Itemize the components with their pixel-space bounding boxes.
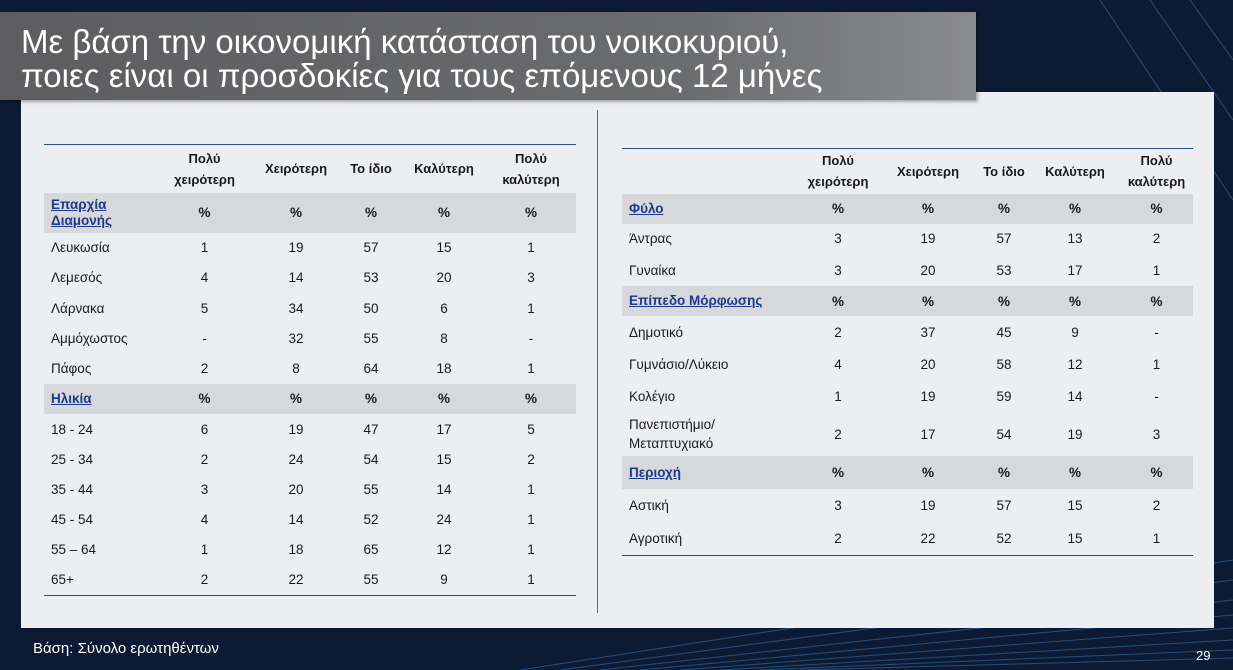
cell-value: 1 — [834, 388, 842, 404]
title-banner — [0, 12, 976, 100]
cell-value: 6 — [200, 421, 209, 437]
row-label: Πάφος — [51, 361, 92, 377]
cell-value: 9 — [1071, 324, 1079, 340]
cell-value: 13 — [1067, 231, 1083, 247]
cell-value: 15 — [1030, 522, 1120, 555]
percent-unit: % — [1120, 194, 1193, 224]
row-label: 25 - 34 — [51, 451, 94, 467]
cell-value: 19 — [288, 421, 304, 437]
cell-value: 55 — [340, 565, 402, 595]
cell-value: 2 — [798, 522, 878, 555]
cell-value: 54 — [363, 451, 379, 467]
row-label: Αγροτική — [622, 522, 798, 555]
cell-value: 8 — [292, 361, 300, 377]
cell-value: 8 — [440, 331, 448, 347]
cell-value: 1 — [200, 542, 209, 558]
cell-value: 3 — [200, 481, 209, 497]
header-blank — [44, 145, 157, 193]
section-title-text: Περιοχή — [629, 464, 682, 480]
cell-value: 37 — [920, 324, 936, 340]
cell-value: 4 — [200, 270, 209, 286]
cell-value: - — [202, 331, 207, 347]
column-header — [978, 149, 1030, 194]
section-row — [44, 384, 576, 414]
cell-value: 1 — [527, 481, 535, 497]
table-row — [622, 522, 1193, 555]
section-title — [622, 456, 798, 489]
cell-value: 4 — [200, 512, 209, 528]
percent-unit: % — [978, 286, 1030, 316]
percent-unit: % — [798, 286, 878, 316]
cell-value: 3 — [834, 262, 842, 278]
table-row — [622, 316, 1193, 348]
column-divider — [597, 110, 598, 613]
cell-value: 58 — [996, 356, 1012, 372]
cell-value: 9 — [402, 565, 486, 595]
percent-unit: % — [1030, 456, 1120, 489]
row-label-line: Μεταπτυχιακό — [629, 436, 714, 451]
percent-unit: % — [157, 384, 252, 414]
row-label: Αστική — [629, 498, 669, 513]
column-header-text: Πολύ — [188, 150, 221, 166]
column-header-text: καλύτερη — [502, 171, 560, 187]
row-label: Αμμόχωστος — [51, 331, 128, 347]
page-title-line-1: Με βάση την οικονομική κατάσταση του νοικοκυριού, — [21, 23, 789, 60]
percent-unit: % — [978, 194, 1030, 224]
cell-value: 15 — [436, 240, 452, 256]
cell-value: 65 — [363, 542, 379, 558]
cell-value: 17 — [436, 421, 452, 437]
section-title-text: Επίπεδο Μόρφωσης — [629, 293, 763, 308]
column-header-text: καλύτερη — [1127, 174, 1186, 190]
cell-value: 19 — [920, 231, 936, 247]
cell-value: 3 — [527, 270, 535, 286]
cell-value: 4 — [834, 356, 842, 372]
cell-value: 3 — [834, 498, 842, 513]
cell-value: 57 — [996, 498, 1012, 513]
table-row — [44, 414, 576, 444]
cell-value: 14 — [288, 270, 304, 286]
percent-unit: % — [486, 193, 576, 233]
cell-value: 22 — [878, 522, 978, 555]
cell-value: 2 — [1152, 498, 1161, 513]
percent-unit: % — [340, 193, 402, 233]
column-header — [252, 145, 340, 193]
percent-unit: % — [798, 194, 878, 224]
table-row — [622, 348, 1193, 380]
cell-value: 22 — [252, 565, 340, 595]
cell-value: 20 — [436, 270, 452, 286]
row-label — [622, 412, 798, 456]
percent-unit: % — [402, 384, 486, 414]
section-row — [44, 193, 576, 233]
cell-value: 2 — [834, 324, 842, 340]
cell-value: 20 — [288, 481, 304, 497]
cell-value: 3 — [834, 231, 842, 247]
cell-value: 2 — [200, 451, 209, 467]
cell-value: - — [528, 331, 534, 347]
cell-value: 17 — [1067, 262, 1083, 278]
row-label: 65+ — [44, 565, 157, 595]
cell-value: 2 — [200, 361, 209, 377]
left-results-table — [44, 144, 576, 596]
percent-unit: % — [878, 286, 978, 316]
cell-value: 5 — [527, 421, 535, 437]
column-header — [1120, 149, 1193, 194]
column-header-text: Χειρότερη — [896, 163, 960, 179]
table-row — [44, 505, 576, 535]
cell-value: 47 — [363, 421, 379, 437]
row-label-line: Πανεπιστήμιο/ — [629, 417, 715, 432]
column-header-text: Πολύ — [1140, 153, 1173, 169]
percent-unit: % — [798, 456, 878, 489]
table-row — [622, 224, 1193, 255]
cell-value: 54 — [996, 426, 1012, 442]
cell-value: 17 — [920, 426, 936, 442]
cell-value: 12 — [436, 542, 452, 558]
cell-value: 24 — [288, 451, 304, 467]
percent-unit: % — [1120, 456, 1193, 489]
section-title — [622, 286, 798, 316]
cell-value: 15 — [1067, 498, 1083, 513]
column-header-text: χειρότερη — [174, 171, 235, 187]
percent-unit: % — [252, 193, 340, 233]
page-number: 29 — [1196, 648, 1211, 663]
cell-value: 45 — [996, 324, 1012, 340]
section-row — [622, 456, 1193, 489]
section-row — [622, 286, 1193, 316]
cell-value: 64 — [363, 361, 379, 377]
percent-unit: % — [252, 384, 340, 414]
header-blank — [622, 149, 798, 194]
section-row — [622, 194, 1193, 224]
cell-value: 34 — [288, 300, 304, 316]
cell-value: 55 — [363, 331, 379, 347]
table-row — [622, 380, 1193, 412]
cell-value: 14 — [436, 481, 452, 497]
column-header — [340, 145, 402, 193]
column-header-text: Πολύ — [822, 153, 854, 169]
percent-unit: % — [1120, 286, 1193, 316]
section-title-text: Διαμονής — [51, 212, 113, 228]
row-label: Λευκωσία — [51, 240, 110, 256]
cell-value: 55 — [363, 481, 379, 497]
row-label: Γυναίκα — [629, 262, 676, 278]
table-row — [622, 254, 1193, 286]
row-label: Κολέγιο — [629, 388, 676, 404]
column-header-text: Το ίδιο — [350, 161, 392, 177]
cell-value: 32 — [288, 331, 304, 347]
cell-value: 52 — [978, 522, 1030, 555]
table-row — [622, 489, 1193, 522]
cell-value: 1 — [527, 361, 535, 377]
table-row — [622, 412, 1193, 456]
cell-value: 57 — [996, 231, 1012, 247]
table-row — [44, 263, 576, 293]
row-label: Λάρνακα — [51, 300, 105, 316]
cell-value: 19 — [920, 388, 936, 404]
table-row — [44, 293, 576, 323]
percent-unit: % — [978, 456, 1030, 489]
percent-unit: % — [157, 193, 252, 233]
cell-value: 1 — [200, 240, 209, 256]
cell-value: 57 — [363, 240, 379, 256]
cell-value: 1 — [527, 542, 535, 558]
cell-value: 24 — [436, 512, 452, 528]
column-header-text: Καλύτερη — [1045, 163, 1105, 179]
cell-value: 20 — [920, 356, 936, 372]
cell-value: 59 — [996, 388, 1012, 404]
percent-unit: % — [878, 456, 978, 489]
cell-value: 20 — [920, 262, 936, 278]
cell-value: 1 — [486, 565, 576, 595]
section-title — [44, 384, 157, 414]
row-label: 55 – 64 — [51, 542, 97, 558]
cell-value: 52 — [363, 512, 379, 528]
cell-value: 1 — [527, 240, 535, 256]
cell-value: 14 — [1067, 388, 1083, 404]
column-header — [1030, 149, 1120, 194]
cell-value: 53 — [996, 262, 1012, 278]
section-title — [44, 193, 157, 233]
cell-value: 1 — [1152, 356, 1161, 372]
section-title — [622, 194, 798, 224]
cell-value: 1 — [527, 512, 535, 528]
row-label: 35 - 44 — [51, 481, 94, 497]
cell-value: 18 — [288, 542, 304, 558]
percent-unit: % — [1030, 286, 1120, 316]
cell-value: 1 — [527, 300, 535, 316]
cell-value: 1 — [1120, 522, 1193, 555]
header-row — [44, 145, 576, 193]
table-row — [44, 444, 576, 474]
table-row — [44, 233, 576, 263]
table-row — [44, 323, 576, 353]
cell-value: 18 — [436, 361, 452, 377]
column-header — [798, 149, 878, 194]
table-row — [44, 535, 576, 565]
cell-value: 3 — [1152, 426, 1161, 442]
cell-value: 19 — [1067, 426, 1083, 442]
percent-unit: % — [486, 384, 576, 414]
cell-value: 50 — [363, 300, 379, 316]
cell-value: - — [1154, 324, 1159, 340]
column-header-text: Καλύτερη — [414, 161, 474, 177]
cell-value: 6 — [440, 300, 448, 316]
column-header — [878, 149, 978, 194]
cell-value: 1 — [1152, 262, 1161, 278]
column-header-text: Πολύ — [515, 150, 547, 166]
column-header-text: Χειρότερη — [264, 161, 328, 177]
section-title-text: Ηλικία — [51, 390, 92, 406]
cell-value: 2 — [527, 451, 535, 467]
cell-value: 15 — [436, 451, 452, 467]
table-row — [44, 354, 576, 384]
row-label: 45 - 54 — [51, 512, 94, 528]
cell-value: 19 — [288, 240, 304, 256]
column-header — [402, 145, 486, 193]
section-title-text: Επαρχία — [51, 196, 107, 212]
row-label: Άντρας — [629, 231, 672, 247]
column-header-text: χειρότερη — [807, 174, 869, 190]
cell-value: 53 — [363, 270, 379, 286]
percent-unit: % — [340, 384, 402, 414]
column-header-text: Το ίδιο — [983, 163, 1025, 179]
percent-unit: % — [1030, 194, 1120, 224]
row-label: Δημοτικό — [629, 324, 684, 340]
base-note: Βάση: Σύνολο ερωτηθέντων — [33, 640, 219, 657]
column-header — [157, 145, 252, 193]
cell-value: 19 — [920, 498, 936, 513]
table-row — [44, 565, 576, 595]
right-results-table — [622, 148, 1193, 556]
section-title-text: Φύλο — [629, 200, 664, 216]
row-label: Γυμνάσιο/Λύκειο — [629, 356, 729, 372]
row-label: Λεμεσός — [51, 270, 103, 286]
page-title-line-2: ποιες είναι οι προσδοκίες για τους επόμενους 12 μήνες — [21, 57, 823, 94]
cell-value: 12 — [1067, 356, 1083, 372]
cell-value: 14 — [288, 512, 304, 528]
percent-unit: % — [878, 194, 978, 224]
cell-value: 2 — [834, 426, 842, 442]
row-label: 18 - 24 — [51, 421, 94, 437]
table-row — [44, 474, 576, 504]
cell-value: 2 — [1152, 231, 1161, 247]
cell-value: 5 — [200, 300, 209, 316]
cell-value: - — [1154, 388, 1159, 404]
header-row — [622, 149, 1193, 194]
column-header — [486, 145, 576, 193]
cell-value: 2 — [157, 565, 252, 595]
percent-unit: % — [402, 193, 486, 233]
